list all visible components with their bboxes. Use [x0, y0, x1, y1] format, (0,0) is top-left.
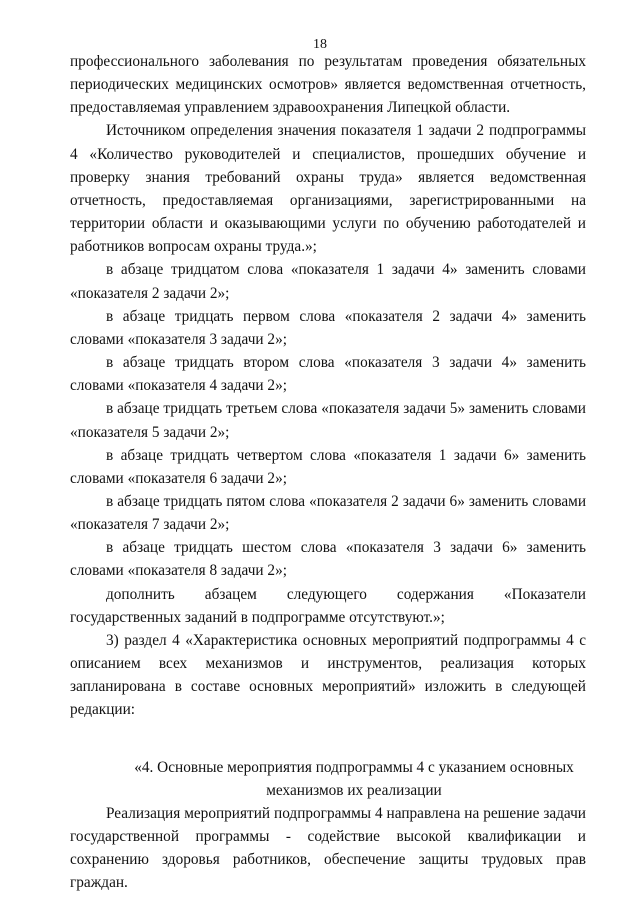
document-body — [70, 50, 586, 894]
paragraph: Источником определения значения показателя 1 задачи 2 подпрограммы 4 «Количество руководителей и специалистов, прошедших обучение и проверку знания требований охраны труда» является ведомственная отчетность, предоставляемая организациями, зарегистрированными на территории области и оказывающими услуги по обучению работодателей и работников вопросам охраны труда.»; — [70, 122, 586, 256]
section-spacer — [70, 722, 586, 756]
paragraph: в абзаце тридцать четвертом слова «показателя 1 задачи 6» заменить словами «показателя 6 задачи 2»; — [70, 446, 586, 487]
paragraph: дополнить абзацем следующего содержания «Показатели государственных заданий в подпрограмме отсутствуют.»; — [70, 585, 586, 626]
paragraph: в абзаце тридцать пятом слова «показателя 2 задачи 6» заменить словами «показателя 7 задачи 2»; — [70, 492, 586, 534]
paragraph: в абзаце тридцать первом слова «показателя 2 задачи 4» заменить словами «показателя 3 задачи 2»; — [70, 307, 586, 348]
section-heading: «4. Основные мероприятия подпрограммы 4 с указанием основных механизмов их реализации — [134, 758, 574, 799]
paragraph: 3) раздел 4 «Характеристика основных мероприятий подпрограммы 4 с описанием всех механизмов и инструментов, реализация которых запланирована в составе основных мероприятий» изложить в следующей редакции: — [70, 631, 586, 719]
paragraph: в абзаце тридцать втором слова «показателя 3 задачи 4» заменить словами «показателя 4 задачи 2»; — [70, 354, 586, 395]
paragraph: профессионального заболевания по результатам проведения обязательных периодических медицинских осмотров» является ведомственная отчетность, предоставляемая управлением здравоохранения Липецкой области. — [70, 53, 586, 117]
paragraph: в абзаце тридцать шестом слова «показателя 3 задачи 6» заменить словами «показателя 8 задачи 2»; — [70, 539, 586, 580]
paragraph: Реализация мероприятий подпрограммы 4 направлена на решение задачи государственной программы - содействие высокой квалификации и сохранению здоровья работников, обеспечение защиты трудовых прав граждан. — [70, 804, 586, 892]
paragraph: в абзаце тридцать третьем слова «показателя задачи 5» заменить словами «показателя 5 задачи 2»; — [70, 400, 586, 441]
paragraph: в абзаце тридцатом слова «показателя 1 задачи 4» заменить словами «показателя 2 задачи 2»; — [70, 261, 586, 302]
page-number: 18 — [313, 37, 327, 52]
